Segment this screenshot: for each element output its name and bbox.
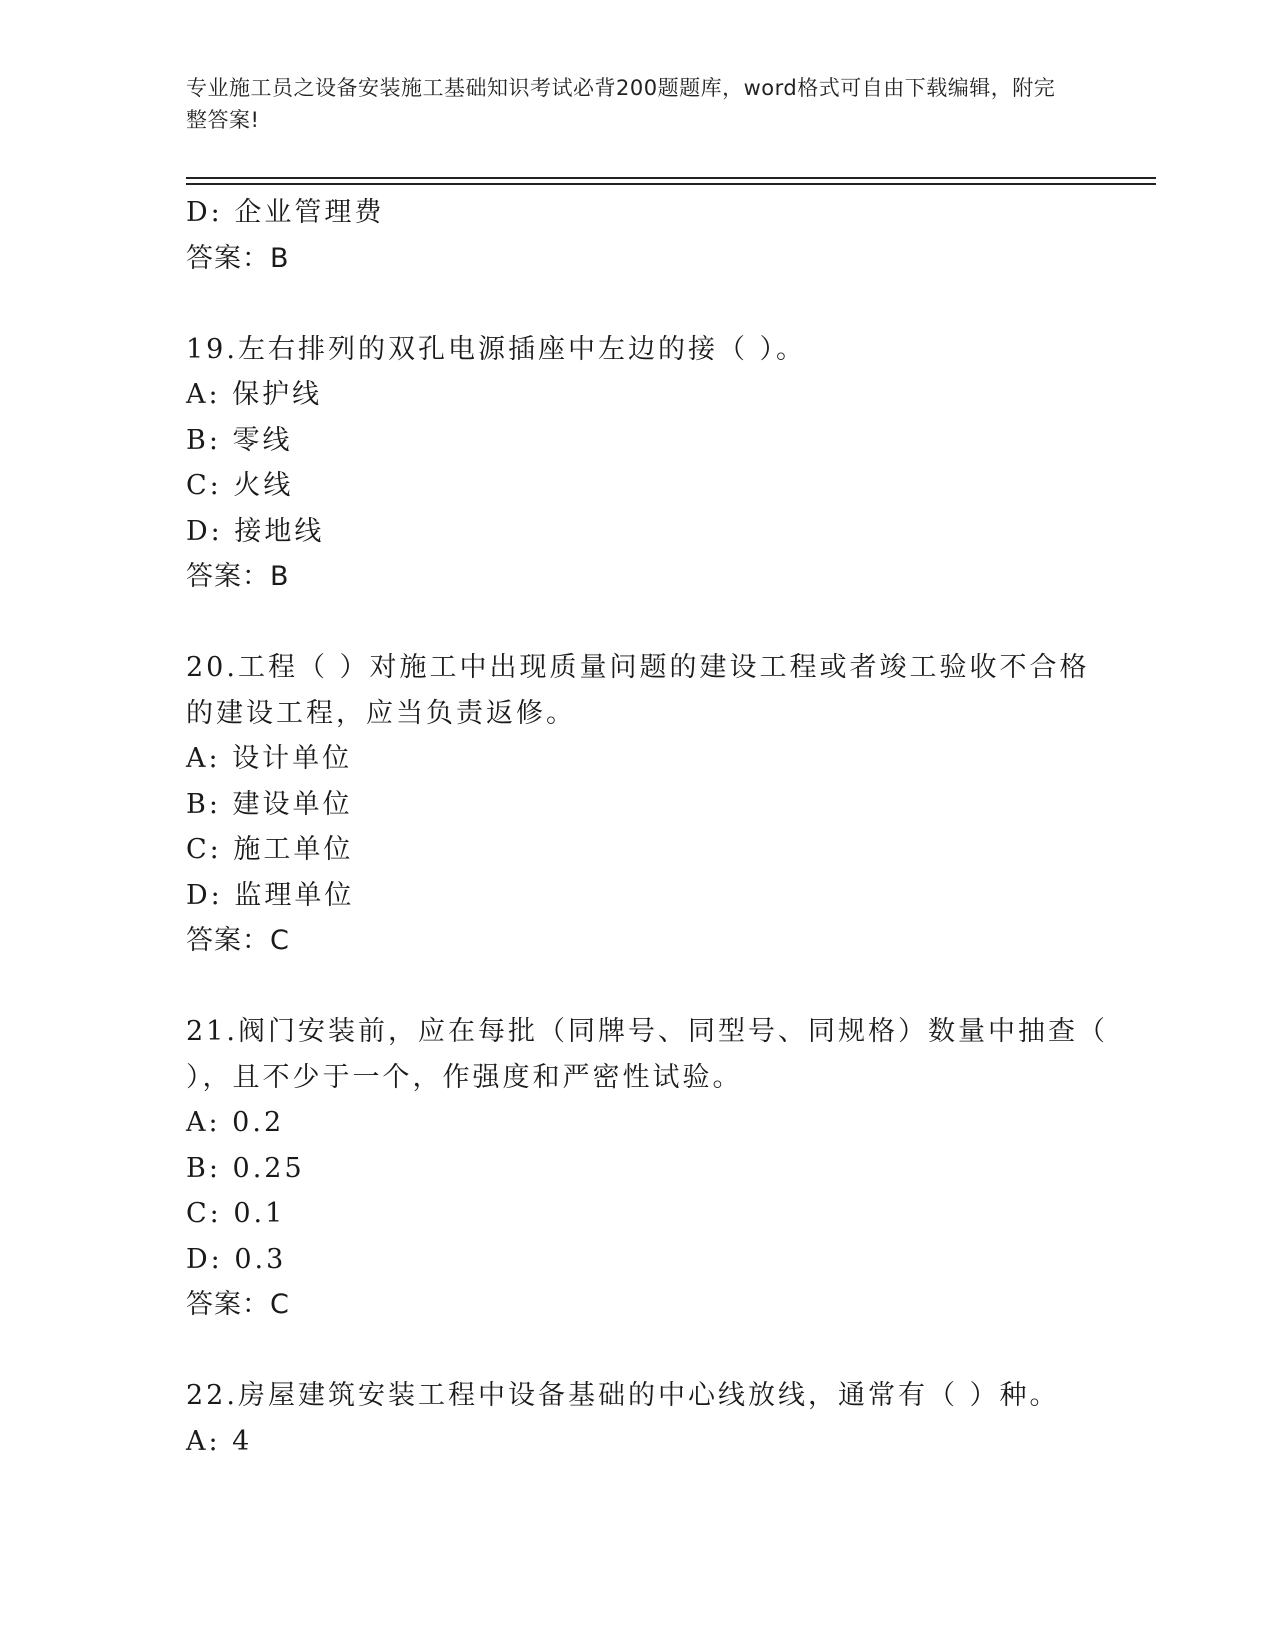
option-line: B: 建设单位 [186,788,353,820]
option-line: D: 企业管理费 [186,197,385,228]
answer-line: 答案：C [186,925,290,956]
question-line: 的建设工程，应当负责返修。 [186,697,576,729]
question-block [186,190,1086,281]
question-block [186,1373,1086,1464]
question-line: 21.阀门安装前，应在每批（同牌号、同型号、同规格）数量中抽查（ [186,1016,1108,1047]
question-list [186,190,1108,1464]
option-line: D: 0.3 [186,1243,287,1275]
spacer [186,1328,1086,1374]
question-line: ），且不少于一个，作强度和严密性试验。 [186,1061,743,1093]
option-line: B: 零线 [186,424,293,456]
spacer [186,964,1086,1010]
question-block [186,645,1090,964]
header-rule-bottom [186,183,1156,185]
option-line: C: 0.1 [186,1198,286,1229]
option-line: A: 0.2 [186,1107,285,1138]
document-header: 专业施工员之设备安装施工基础知识考试必背200题题库，word格式可自由下载编辑，附完整答案! [186,76,1056,132]
spacer [186,600,1086,646]
header-rule-top [186,177,1156,179]
option-line: B: 0.25 [186,1152,305,1184]
answer-line: 答案：C [186,1289,290,1320]
question-block [186,327,1086,600]
answer-line: 答案：B [186,561,290,592]
option-line: A: 4 [186,1425,253,1457]
option-line: C: 火线 [186,470,294,501]
option-line: A: 设计单位 [186,743,353,774]
spacer [186,281,1086,327]
question-line: 22.房屋建筑安装工程中设备基础的中心线放线，通常有（ ）种。 [186,1380,1060,1411]
option-line: A: 保护线 [186,379,323,410]
option-line: D: 监理单位 [186,879,355,911]
option-line: D: 接地线 [186,515,325,547]
question-line: 19.左右排列的双孔电源插座中左边的接（ ）。 [186,333,807,365]
option-line: C: 施工单位 [186,834,354,865]
answer-line: 答案：B [186,242,290,274]
question-line: 20.工程（ ）对施工中出现质量问题的建设工程或者竣工验收不合格 [186,652,1090,683]
question-block [186,1009,1108,1328]
